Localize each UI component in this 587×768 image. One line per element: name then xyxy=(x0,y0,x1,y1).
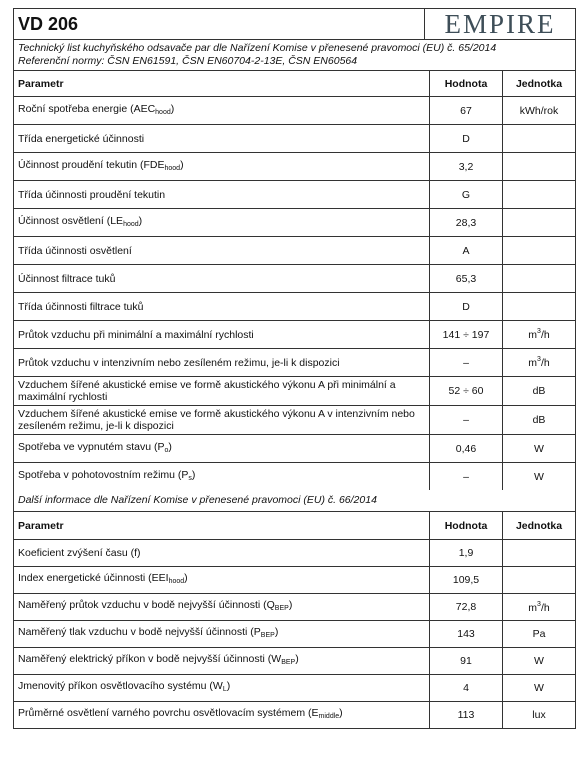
unit-text xyxy=(528,601,549,614)
parameter-cell xyxy=(14,153,429,180)
table-row xyxy=(14,435,575,463)
parameter-name: Třída energetické účinnosti xyxy=(18,132,145,145)
parameter-subscript: hood xyxy=(164,164,181,172)
parameter-subscript: o xyxy=(164,446,169,454)
value-cell: A xyxy=(429,237,502,264)
parameter-text xyxy=(18,357,340,369)
unit-cell xyxy=(502,349,575,376)
parameter-name: Třída účinnosti filtrace tuků xyxy=(18,300,144,313)
parameter-text xyxy=(18,273,115,285)
table-header-row xyxy=(14,71,575,97)
parameter-name: Index energetické účinnosti (EEI xyxy=(18,572,169,584)
parameter-cell xyxy=(14,463,429,490)
table-row xyxy=(14,349,575,377)
parameter-name: Naměřený tlak vzduchu v bodě nejvyšší účinnosti (P xyxy=(18,626,261,638)
parameter-subscript: BEP xyxy=(260,632,275,639)
unit-base: W xyxy=(534,682,544,694)
brand-logo: EMPIRE xyxy=(424,9,575,39)
table-row xyxy=(14,181,575,209)
table-body-2 xyxy=(14,540,575,728)
value-cell: 65,3 xyxy=(429,265,502,292)
parameter-name: Naměřený elektrický příkon v bodě nejvyšší účinnosti (W xyxy=(18,653,282,665)
table-row xyxy=(14,540,575,567)
value-cell: 52 ÷ 60 xyxy=(429,377,502,405)
unit-text xyxy=(534,655,544,667)
table-row xyxy=(14,567,575,594)
unit-text xyxy=(520,105,559,117)
unit-tail: /h xyxy=(540,601,550,614)
datasheet-table xyxy=(13,8,576,729)
parameter-cell xyxy=(14,125,429,152)
unit-text xyxy=(533,385,546,397)
parameter-name: Vzduchem šířené akustické emise ve formě akustického výkonu A v intenzivním nebo zesíleném režimu, je-li k dispozici xyxy=(18,408,415,432)
unit-cell xyxy=(502,237,575,264)
parameter-subscript: middle xyxy=(318,713,340,720)
parameter-name: Průtok vzduchu při minimální a maximální rychlosti xyxy=(18,328,254,341)
value-cell: – xyxy=(429,349,502,376)
unit-cell xyxy=(502,293,575,320)
parameter-text xyxy=(18,469,195,485)
parameter-cell xyxy=(14,567,429,593)
unit-base: m xyxy=(528,329,538,341)
parameter-text xyxy=(18,626,278,642)
table-row xyxy=(14,594,575,621)
parameter-text xyxy=(18,215,142,231)
unit-cell xyxy=(502,321,575,348)
parameter-tail: ) xyxy=(184,572,188,584)
parameter-text xyxy=(18,133,144,145)
parameter-cell xyxy=(14,702,429,728)
unit-cell xyxy=(502,125,575,152)
parameter-text xyxy=(18,301,143,313)
unit-superscript: 3 xyxy=(537,600,541,608)
column-header-unit: Jednotka xyxy=(502,512,575,539)
parameter-cell xyxy=(14,406,429,434)
parameter-subscript: hood xyxy=(168,578,185,585)
table-row xyxy=(14,377,575,406)
parameter-subscript: hood xyxy=(123,220,139,228)
parameter-tail: ) xyxy=(274,626,279,638)
parameter-cell xyxy=(14,675,429,701)
parameter-cell xyxy=(14,648,429,674)
unit-cell xyxy=(502,265,575,292)
parameter-cell xyxy=(14,594,429,620)
unit-base: dB xyxy=(532,414,546,426)
unit-base: W xyxy=(534,442,544,455)
value-cell: D xyxy=(429,293,502,320)
regulation-note-line: Technický list kuchyňského odsavače par dle Nařízení Komise v přenesené pravomoci (EU) č. 65/2014 xyxy=(18,42,497,54)
parameter-name: Účinnost filtrace tuků xyxy=(18,272,116,285)
parameter-name: Roční spotřeba energie (AEC xyxy=(18,102,156,115)
parameter-text xyxy=(18,189,165,201)
parameter-cell xyxy=(14,97,429,124)
parameter-cell xyxy=(14,321,429,348)
parameter-cell xyxy=(14,209,429,236)
unit-text xyxy=(534,471,544,483)
parameter-text xyxy=(18,599,292,615)
table-row xyxy=(14,321,575,349)
unit-text xyxy=(528,356,549,369)
unit-superscript: 3 xyxy=(537,328,541,335)
value-cell: D xyxy=(429,125,502,152)
regulation-note xyxy=(14,40,575,71)
parameter-text xyxy=(18,245,132,257)
unit-text xyxy=(533,414,546,426)
parameter-text xyxy=(18,408,425,432)
unit-text xyxy=(534,443,544,455)
parameter-name: Vzduchem šířené akustické emise ve formě akustického výkonu A při minimální a maximální rychlosti xyxy=(18,379,396,403)
unit-cell xyxy=(502,97,575,124)
unit-cell xyxy=(502,675,575,701)
parameter-cell xyxy=(14,349,429,376)
parameter-tail: ) xyxy=(170,102,175,115)
parameter-subscript: BEP xyxy=(274,605,289,612)
value-cell: 28,3 xyxy=(429,209,502,236)
value-cell: 0,46 xyxy=(429,435,502,462)
parameter-subscript: BEP xyxy=(281,659,296,666)
value-cell: 67 xyxy=(429,97,502,124)
unit-text xyxy=(532,709,545,721)
unit-cell xyxy=(502,209,575,236)
table-row xyxy=(14,648,575,675)
table-row xyxy=(14,237,575,265)
unit-text xyxy=(528,328,549,341)
unit-base: m xyxy=(528,601,538,614)
unit-cell xyxy=(502,435,575,462)
table-row xyxy=(14,293,575,321)
unit-cell xyxy=(502,540,575,566)
parameter-subscript: hood xyxy=(155,108,171,116)
column-header-value: Hodnota xyxy=(429,512,502,539)
column-header-parameter: Parametr xyxy=(18,519,64,532)
unit-base: Pa xyxy=(532,628,546,640)
table-row xyxy=(14,265,575,293)
unit-cell xyxy=(502,648,575,674)
unit-base: lux xyxy=(532,709,546,721)
parameter-cell xyxy=(14,540,429,566)
unit-tail: /h xyxy=(540,329,550,341)
column-header-value: Hodnota xyxy=(429,71,502,96)
unit-cell xyxy=(502,594,575,620)
parameter-text xyxy=(18,329,254,341)
table-row xyxy=(14,463,575,490)
parameter-name: Průměrné osvětlení varného povrchu osvětlovacím systémem (E xyxy=(18,707,319,719)
value-cell: 4 xyxy=(429,675,502,701)
standards-note-line: Referenční normy: ČSN EN61591, ČSN EN60704-2-13E, ČSN EN60564 xyxy=(18,55,358,67)
table-body-1 xyxy=(14,97,575,490)
value-cell: – xyxy=(429,406,502,434)
value-cell: 91 xyxy=(429,648,502,674)
parameter-tail: ) xyxy=(226,680,231,692)
parameter-subscript: s xyxy=(188,474,192,482)
table-row xyxy=(14,209,575,237)
unit-cell xyxy=(502,463,575,490)
unit-cell xyxy=(502,702,575,728)
table-row xyxy=(14,406,575,435)
value-cell: 109,5 xyxy=(429,567,502,593)
parameter-name: Spotřeba v pohotovostním režimu (P xyxy=(18,468,189,481)
table-row xyxy=(14,702,575,728)
parameter-name: Naměřený průtok vzduchu v bodě nejvyšší účinnosti (Q xyxy=(18,599,275,611)
column-header-parameter: Parametr xyxy=(18,77,64,90)
parameter-cell xyxy=(14,621,429,647)
table-row xyxy=(14,675,575,702)
parameter-subscript: L xyxy=(222,686,227,693)
parameter-tail: ) xyxy=(295,653,299,665)
unit-cell xyxy=(502,153,575,180)
parameter-cell xyxy=(14,293,429,320)
unit-cell xyxy=(502,567,575,593)
value-cell: 141 ÷ 197 xyxy=(429,321,502,348)
unit-base: W xyxy=(534,655,544,667)
unit-base: m xyxy=(528,357,538,369)
unit-cell xyxy=(502,181,575,208)
parameter-name: Účinnost osvětlení (LE xyxy=(18,214,124,227)
parameter-cell xyxy=(14,265,429,292)
parameter-text xyxy=(18,680,230,696)
parameter-name: Průtok vzduchu v intenzivním nebo zesíleném režimu, je-li k dispozici xyxy=(18,356,340,369)
unit-cell xyxy=(502,377,575,405)
parameter-text xyxy=(18,159,184,175)
parameter-tail: ) xyxy=(138,214,143,227)
unit-text xyxy=(534,682,544,694)
unit-base: dB xyxy=(532,385,546,397)
table-header-row-2 xyxy=(14,512,575,540)
parameter-text xyxy=(18,103,174,119)
parameter-cell xyxy=(14,435,429,462)
parameter-name: Spotřeba ve vypnutém stavu (P xyxy=(18,440,165,453)
unit-base: kWh/rok xyxy=(519,104,559,117)
unit-cell xyxy=(502,621,575,647)
value-cell: 113 xyxy=(429,702,502,728)
parameter-tail: ) xyxy=(168,440,172,453)
parameter-text xyxy=(18,707,343,723)
parameter-cell xyxy=(14,181,429,208)
value-cell: 3,2 xyxy=(429,153,502,180)
additional-info-note: Další informace dle Nařízení Komise v přenesené pravomoci (EU) č. 66/2014 xyxy=(14,490,575,512)
unit-text xyxy=(533,628,546,640)
unit-cell xyxy=(502,406,575,434)
unit-base: W xyxy=(534,470,544,483)
parameter-cell xyxy=(14,237,429,264)
value-cell: 72,8 xyxy=(429,594,502,620)
value-cell: – xyxy=(429,463,502,490)
parameter-name: Třída účinnosti osvětlení xyxy=(18,244,132,257)
parameter-text xyxy=(18,379,425,403)
parameter-tail: ) xyxy=(191,468,196,481)
parameter-text xyxy=(18,547,141,559)
parameter-name: Koeficient zvýšení času (f) xyxy=(18,547,141,559)
parameter-name: Třída účinnosti proudění tekutin xyxy=(18,188,166,201)
model-number: VD 206 xyxy=(18,14,79,34)
value-cell: 1,9 xyxy=(429,540,502,566)
unit-superscript: 3 xyxy=(537,356,541,363)
value-cell: 143 xyxy=(429,621,502,647)
table-row xyxy=(14,97,575,125)
parameter-text xyxy=(18,441,172,457)
sheet-header xyxy=(14,9,575,40)
parameter-cell xyxy=(14,377,429,405)
parameter-tail: ) xyxy=(180,158,184,171)
table-row xyxy=(14,621,575,648)
parameter-text xyxy=(18,572,188,588)
parameter-name: Účinnost proudění tekutin (FDE xyxy=(18,158,165,171)
table-row xyxy=(14,125,575,153)
value-cell: G xyxy=(429,181,502,208)
unit-tail: /h xyxy=(540,357,550,369)
parameter-name: Jmenovitý příkon osvětlovacího systému (W xyxy=(18,680,223,692)
column-header-unit: Jednotka xyxy=(502,71,575,96)
parameter-text xyxy=(18,653,299,669)
parameter-tail: ) xyxy=(339,707,343,719)
parameter-tail: ) xyxy=(288,599,293,611)
table-row xyxy=(14,153,575,181)
